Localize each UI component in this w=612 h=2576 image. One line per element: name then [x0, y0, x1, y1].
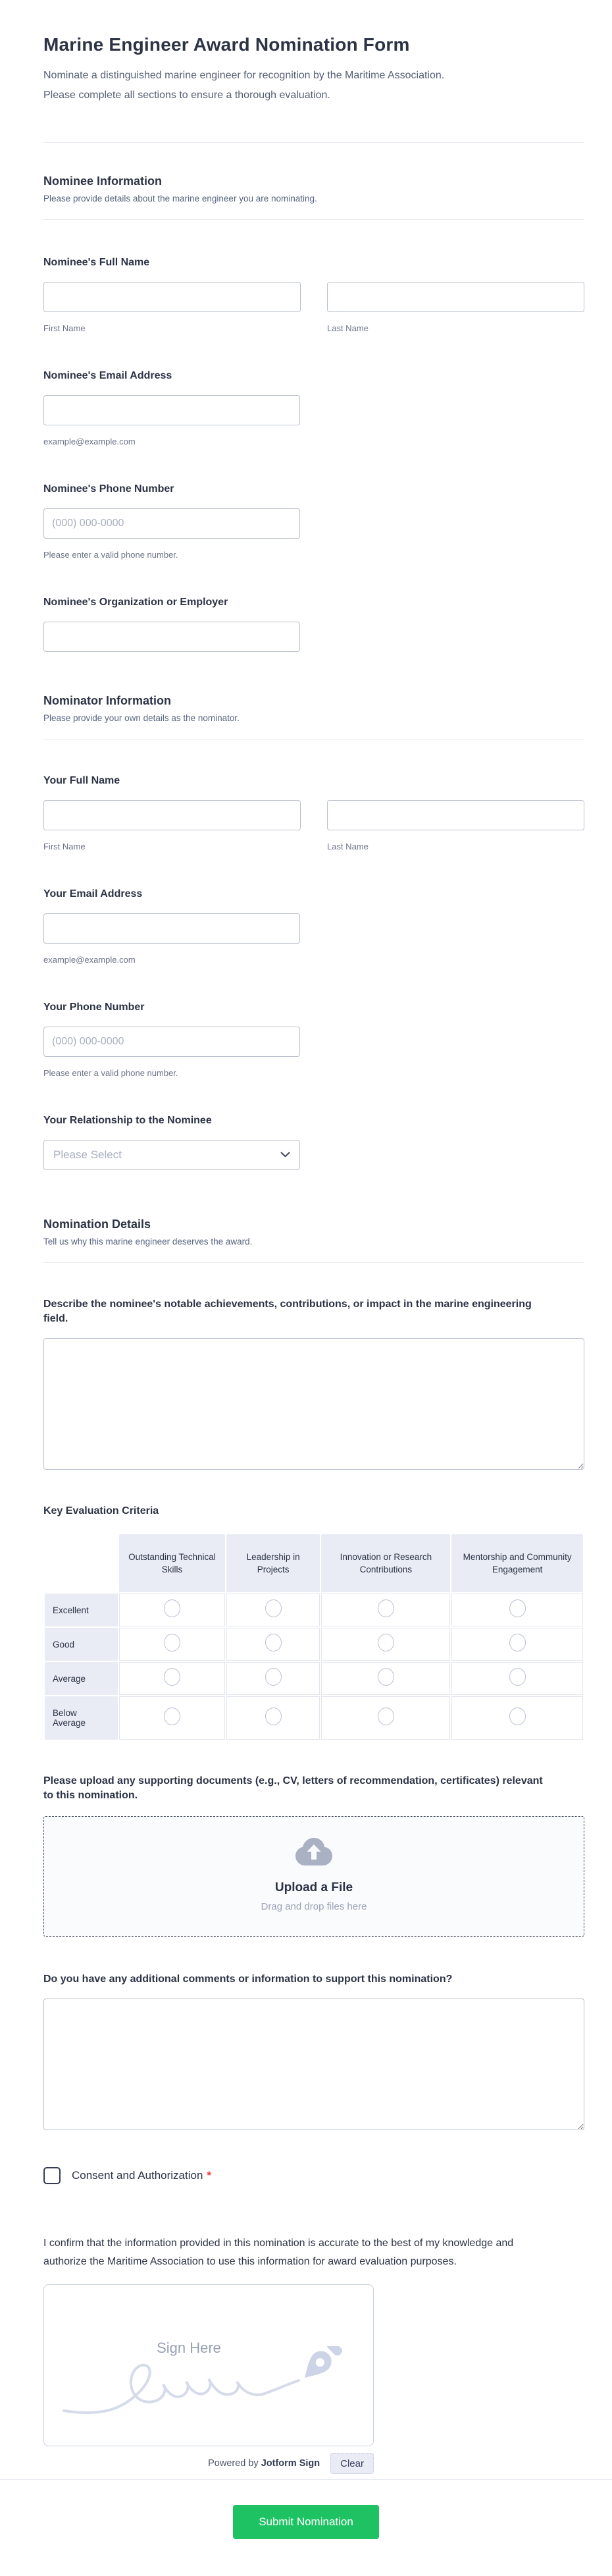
criteria-row-label: Good: [45, 1628, 118, 1661]
criteria-row-label: Below Average: [45, 1696, 118, 1740]
section-nominee-title: Nominee Information: [43, 174, 163, 188]
nominee-full-name-label: Nominee's Full Name: [43, 257, 150, 268]
page-title: Marine Engineer Award Nomination Form: [43, 34, 410, 55]
signature-squiggle-pen-icon: [60, 2346, 343, 2428]
field-consent: [43, 2167, 584, 2184]
signature-footer: [43, 2453, 374, 2474]
section-nominator-title: Nominator Information: [43, 694, 171, 707]
section-nominee-subtitle: Please provide details about the marine engineer you are nominating.: [43, 194, 317, 203]
field-achievements: [43, 1297, 584, 1470]
criteria-radio[interactable]: [378, 1599, 394, 1617]
criteria-row-label: Excellent: [45, 1594, 118, 1626]
upload-button-text: Upload a File: [274, 1881, 353, 1894]
field-criteria: [43, 1504, 584, 1741]
section-nominator-subtitle: Please provide your own details as the nominator.: [43, 713, 240, 723]
your-full-name-label: Your Full Name: [43, 775, 120, 786]
relationship-select-placeholder: Please Select: [53, 1148, 122, 1161]
nominee-email-input[interactable]: [43, 395, 300, 425]
header-divider: [43, 142, 584, 143]
signature-clear-button[interactable]: Clear: [330, 2453, 374, 2474]
jotform-sign-brand: Jotform Sign: [261, 2458, 320, 2469]
criteria-radio[interactable]: [265, 1707, 282, 1725]
file-upload-dropzone[interactable]: [43, 1816, 584, 1937]
required-asterisk: *: [207, 2169, 212, 2182]
powered-by-text: Powered by Jotform Sign: [208, 2458, 320, 2469]
nominee-organization-label: Nominee's Organization or Employer: [43, 597, 228, 608]
your-email-label: Your Email Address: [43, 888, 143, 899]
comments-label: Do you have any additional comments or information to support this nomination?: [43, 1973, 453, 1985]
nominee-email-sublabel: example@example.com: [43, 437, 136, 446]
consent-label: Consent and Authorization *: [72, 2169, 212, 2182]
criteria-radio[interactable]: [509, 1634, 526, 1651]
upload-cloud-icon: [292, 1860, 336, 1871]
field-relationship: [43, 1114, 584, 1170]
nominee-last-name-sublabel: Last Name: [327, 323, 369, 333]
field-nominee-phone: [43, 482, 584, 561]
field-nominee-email: [43, 369, 584, 448]
criteria-column-header: Outstanding Technical Skills: [119, 1534, 224, 1592]
field-your-phone: [43, 1000, 584, 1079]
nominee-first-name-sublabel: First Name: [43, 323, 86, 333]
field-your-email: [43, 887, 584, 966]
nominee-last-name-input[interactable]: [327, 282, 584, 312]
criteria-radio[interactable]: [509, 1599, 526, 1617]
nominee-email-label: Nominee's Email Address: [43, 370, 172, 381]
criteria-column-header: Mentorship and Community Engagement: [451, 1534, 583, 1592]
section-nominator: [43, 693, 584, 724]
upload-hint: Drag and drop files here: [261, 1901, 367, 1912]
achievements-label: Describe the nominee's notable achievements, contributions, or impact in the marine engineering field.: [43, 1299, 532, 1324]
nominee-phone-label: Nominee's Phone Number: [43, 483, 174, 495]
signature-pad[interactable]: [43, 2284, 374, 2446]
criteria-row-excellent: [45, 1594, 583, 1626]
criteria-radio[interactable]: [265, 1668, 282, 1686]
criteria-corner-cell: [45, 1534, 118, 1592]
criteria-radio[interactable]: [164, 1599, 180, 1617]
criteria-row-below-average: [45, 1696, 583, 1740]
criteria-radio[interactable]: [509, 1707, 526, 1725]
criteria-radio[interactable]: [378, 1668, 394, 1686]
submit-row: [0, 2505, 612, 2576]
criteria-radio[interactable]: [378, 1707, 394, 1725]
comments-textarea[interactable]: [43, 1999, 584, 2130]
your-phone-input[interactable]: [43, 1027, 300, 1057]
criteria-radio[interactable]: [378, 1634, 394, 1651]
sign-here-label: Sign Here: [157, 2339, 221, 2356]
criteria-radio[interactable]: [164, 1707, 180, 1725]
section-details-title: Nomination Details: [43, 1218, 151, 1231]
criteria-row-good: [45, 1628, 583, 1661]
criteria-table: [43, 1533, 584, 1741]
your-email-sublabel: example@example.com: [43, 955, 136, 965]
criteria-column-header: Leadership in Projects: [226, 1534, 320, 1592]
your-last-name-sublabel: Last Name: [327, 842, 369, 851]
your-email-input[interactable]: [43, 913, 300, 944]
section-details-subtitle: Tell us why this marine engineer deserves the award.: [43, 1237, 253, 1247]
field-nominee-full-name: [43, 255, 584, 335]
section-details: [43, 1216, 584, 1248]
nominee-phone-input[interactable]: [43, 508, 300, 539]
criteria-label: Key Evaluation Criteria: [43, 1505, 159, 1516]
your-last-name-input[interactable]: [327, 800, 584, 830]
form-header: [43, 0, 584, 105]
consent-checkbox[interactable]: [43, 2167, 61, 2184]
nominee-organization-input[interactable]: [43, 622, 300, 652]
criteria-radio[interactable]: [164, 1668, 180, 1686]
field-upload: [43, 1774, 584, 1937]
section-nominee: [43, 173, 584, 205]
criteria-radio[interactable]: [265, 1599, 282, 1617]
your-first-name-sublabel: First Name: [43, 842, 86, 851]
section-divider: [43, 1262, 584, 1263]
criteria-radio[interactable]: [509, 1668, 526, 1686]
field-nominee-organization: [43, 595, 584, 652]
criteria-row-average: [45, 1662, 583, 1695]
criteria-radio[interactable]: [265, 1634, 282, 1651]
achievements-textarea[interactable]: [43, 1338, 584, 1470]
criteria-column-header: Innovation or Research Contributions: [321, 1534, 450, 1592]
submit-button[interactable]: Submit Nomination: [233, 2505, 379, 2539]
field-comments: [43, 1972, 584, 2130]
nominee-phone-sublabel: Please enter a valid phone number.: [43, 550, 178, 560]
section-divider: [43, 219, 584, 220]
your-first-name-input[interactable]: [43, 800, 301, 830]
page-subtitle: Nominate a distinguished marine engineer for recognition by the Maritime Association. Please complete all sections to ensure a thorough evaluation.: [43, 70, 445, 101]
relationship-select[interactable]: [43, 1140, 300, 1170]
field-your-full-name: [43, 774, 584, 853]
chevron-down-icon: [280, 1149, 290, 1161]
nominee-first-name-input[interactable]: [43, 282, 301, 312]
upload-label: Please upload any supporting documents (e.g., CV, letters of recommendation, certificates) relevant to this nomination.: [43, 1775, 543, 1801]
confirmation-text: I confirm that the information provided in this nomination is accurate to the best of my knowledge and authorize the Maritime Association to use this information for award evaluation purposes.: [43, 2238, 514, 2267]
your-phone-label: Your Phone Number: [43, 1002, 145, 1013]
criteria-row-label: Average: [45, 1662, 118, 1695]
criteria-radio[interactable]: [164, 1634, 180, 1651]
relationship-label: Your Relationship to the Nominee: [43, 1115, 212, 1126]
your-phone-sublabel: Please enter a valid phone number.: [43, 1068, 178, 1078]
footer-divider: [0, 2479, 612, 2480]
